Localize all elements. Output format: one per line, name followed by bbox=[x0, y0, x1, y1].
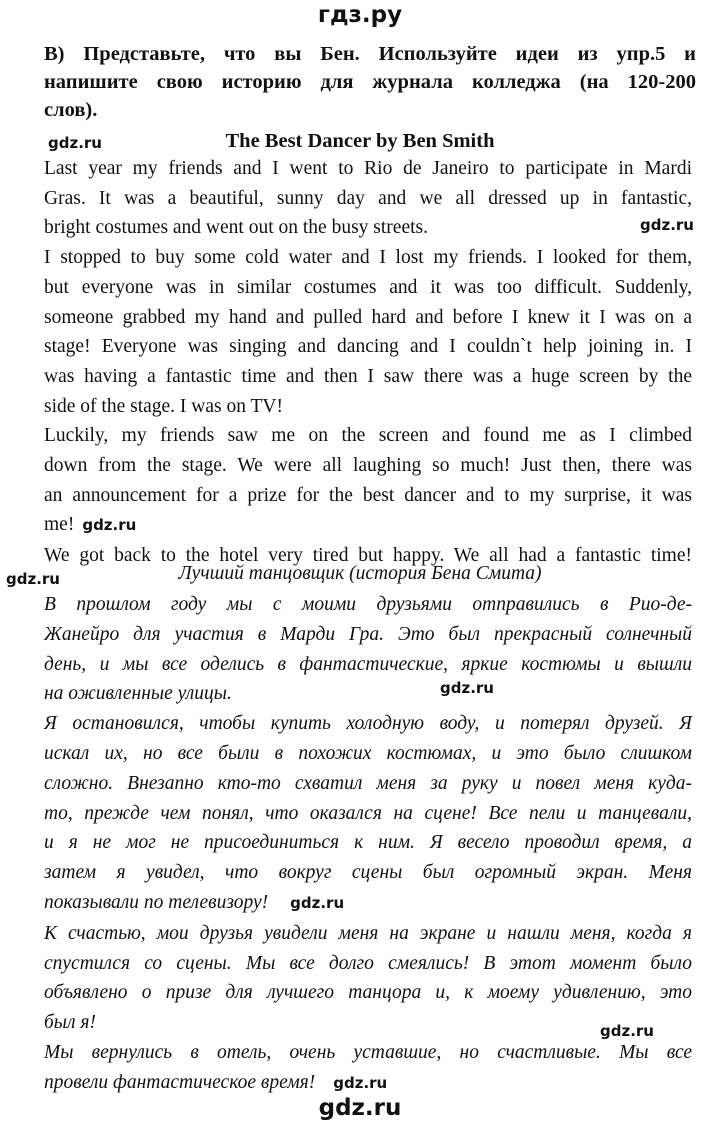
text-line: и я не мог не присоединиться к ним. Я весело проводил время, а bbox=[44, 832, 692, 854]
story-title-en: The Best Dancer by Ben Smith bbox=[225, 130, 495, 152]
watermark: gdz.ru bbox=[640, 216, 694, 234]
text-line-content: провели фантастическое время! bbox=[44, 1071, 316, 1093]
watermark: gdz.ru bbox=[600, 1022, 654, 1040]
text-line: затем я увидел, что вокруг сцены был огромный экран. Меня bbox=[44, 862, 692, 884]
text-line: but everyone was in similar costumes and it was too difficult. Suddenly, bbox=[44, 276, 692, 298]
text-line: bright costumes and went out on the busy streets. bbox=[44, 217, 428, 239]
watermark: gdz.ru bbox=[48, 134, 102, 152]
text-line: stage! Everyone was singing and dancing and I couldn`t help joining in. I bbox=[44, 336, 692, 358]
text-line: Я остановился, чтобы купить холодную воду, и потерял друзей. Я bbox=[44, 713, 692, 735]
text-line: Luckily, my friends saw me on the screen and found me as I climbed bbox=[44, 425, 692, 447]
site-footer: gdz.ru bbox=[318, 1095, 402, 1121]
text-line-content: me! bbox=[44, 514, 75, 536]
text-line bbox=[44, 1068, 692, 1099]
text-line-content: показывали по телевизору! bbox=[44, 891, 269, 913]
text-line: Мы вернулись в отель, очень уставшие, но счастливые. Мы все bbox=[44, 1041, 692, 1063]
text-line: Жанейро для участия в Марди Гра. Это был прекрасный солнечный bbox=[44, 623, 692, 645]
text-line: сложно. Внезапно кто-то схватил меня за руку и повел меня куда- bbox=[44, 772, 692, 794]
text-line: день, и мы все оделись в фантастические, яркие костюмы и вышли bbox=[44, 653, 692, 675]
text-line: объявлено о призе для лучшего танцора и, к моему удивлению, это bbox=[44, 982, 692, 1004]
task-line: В) Представьте, что вы Бен. Используйте идеи из упр.5 и bbox=[44, 43, 696, 65]
text-line: спустился со сцены. Мы все долго смеялись! В этот момент было bbox=[44, 952, 692, 974]
text-line: side of the stage. I was on TV! bbox=[44, 395, 283, 417]
watermark: gdz.ru bbox=[6, 570, 60, 588]
story-body-en bbox=[44, 154, 692, 571]
watermark: gdz.ru bbox=[440, 679, 494, 697]
text-line: К счастью, мои друзья увидели меня на экране и нашли меня, когда я bbox=[44, 922, 692, 944]
text-line: Gras. It was a beautiful, sunny day and we all dressed up in fantastic, bbox=[44, 187, 692, 209]
text-line: был я! bbox=[44, 1012, 96, 1034]
text-line bbox=[44, 888, 692, 919]
task-line: слов). bbox=[44, 99, 98, 121]
watermark: gdz.ru bbox=[333, 1073, 388, 1092]
task-instructions bbox=[44, 40, 696, 124]
text-line: an announcement for a prize for the best dancer and to my surprise, it was bbox=[44, 484, 692, 506]
text-line: someone grabbed my hand and pulled hard and before I knew it I was on a bbox=[44, 306, 692, 328]
text-line: В прошлом году мы с моими друзьями отправились в Рио-де- bbox=[44, 594, 692, 615]
text-line bbox=[44, 510, 692, 541]
text-line: was having a fantastic time and then I saw there was a huge screen by the bbox=[44, 365, 692, 387]
site-header: гдз.ру bbox=[317, 2, 403, 28]
text-line: I stopped to buy some cold water and I lost my friends. I looked for them, bbox=[44, 247, 692, 269]
text-line: искал их, но все были в похожих костюмах, и это было слишком bbox=[44, 742, 692, 764]
story-body-ru bbox=[44, 590, 692, 1099]
story-title-ru: Лучший танцовщик (история Бена Смита) bbox=[178, 563, 542, 584]
text-line: то, прежде чем понял, что оказался на сцене! Все пели и танцевали, bbox=[44, 802, 692, 824]
text-line: Last year my friends and I went to Rio de Janeiro to participate in Mardi bbox=[44, 158, 692, 179]
text-line: down from the stage. We were all laughing so much! Just then, there was bbox=[44, 455, 692, 477]
text-line: We got back to the hotel very tired but happy. We all had a fantastic time! bbox=[44, 545, 692, 567]
watermark: gdz.ru bbox=[82, 516, 137, 535]
watermark: gdz.ru bbox=[290, 893, 345, 912]
task-line: напишите свою историю для журнала колледжа (на 120-200 bbox=[44, 71, 696, 93]
text-line: на оживленные улицы. bbox=[44, 683, 232, 705]
